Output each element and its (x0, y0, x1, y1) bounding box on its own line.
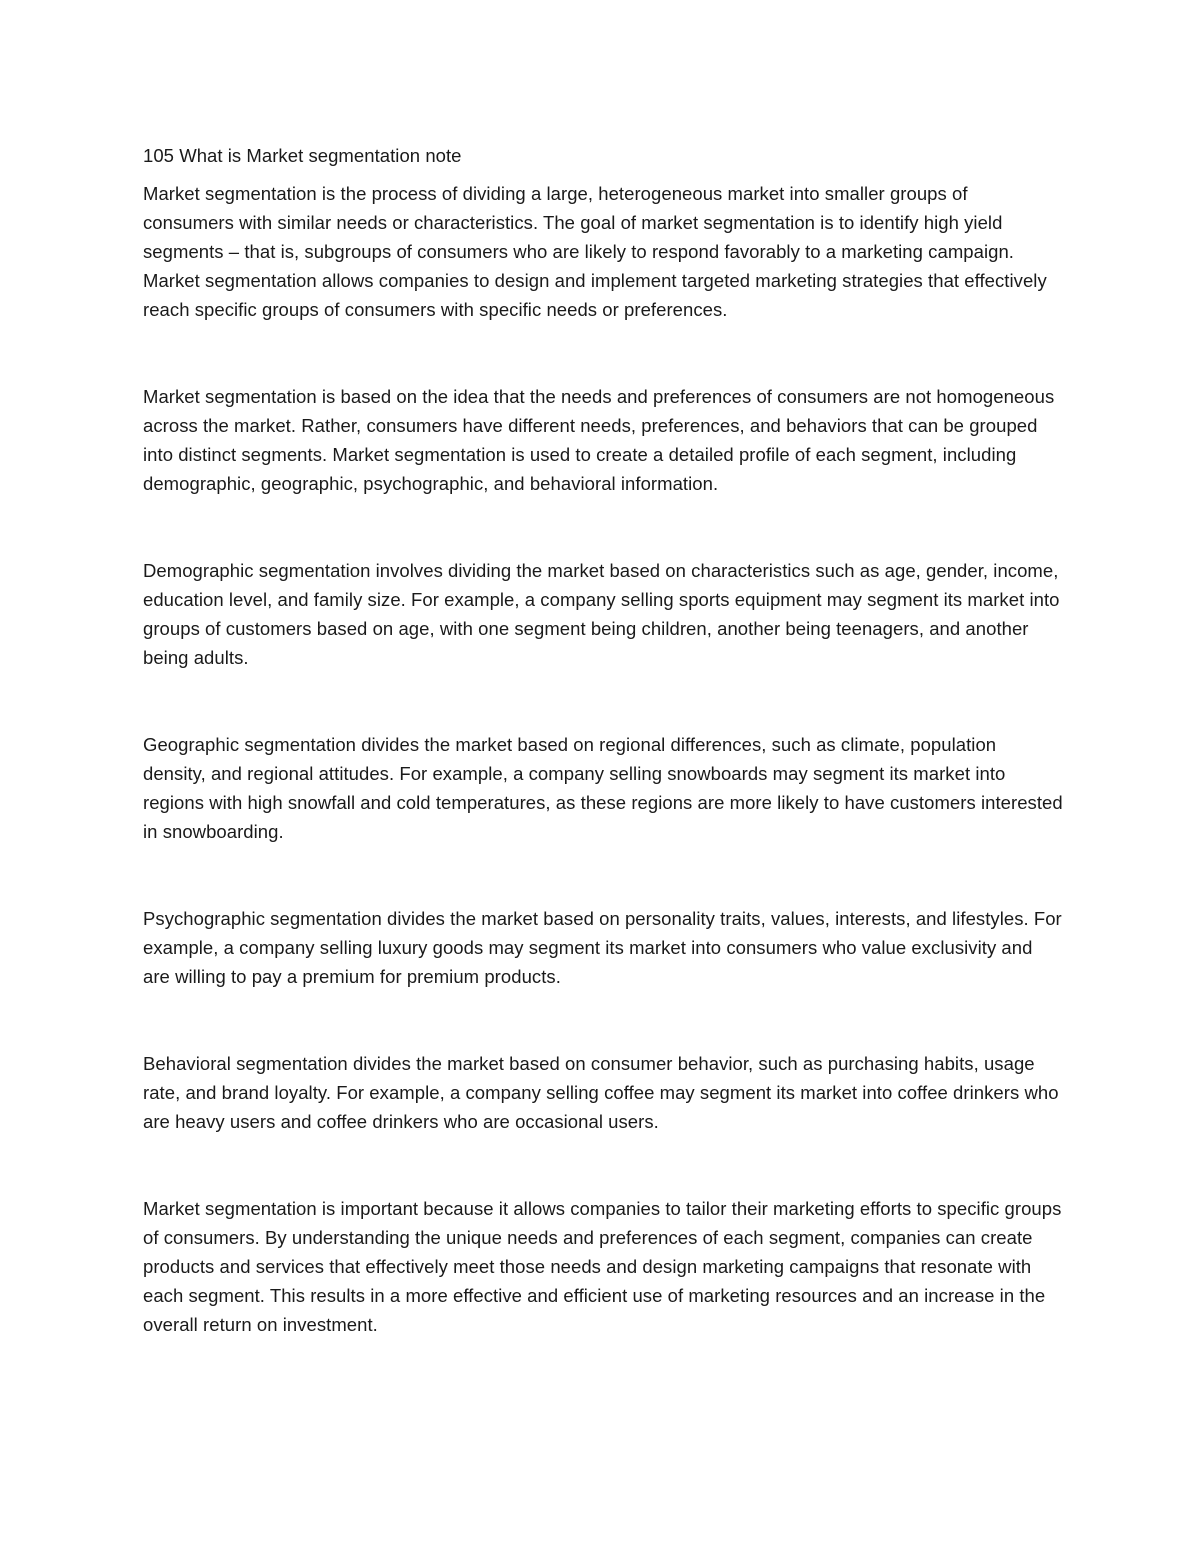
paragraph-demographic: Demographic segmentation involves dividing the market based on characteristics such as age, gender, income, education level, and family size. For example, a company selling sports equipment may segment its market into groups of customers based on age, with one segment being children, another being teenagers, and another being adults. (143, 560, 1060, 668)
paragraph-importance: Market segmentation is important because it allows companies to tailor their marketing efforts to specific groups of consumers. By understanding the unique needs and preferences of each segment, companies can create products and services that effectively meet those needs and design marketing campaigns that resonate with each segment. This results in a more effective and efficient use of marketing resources and an increase in the overall return on investment. (143, 1198, 1062, 1335)
document-title: 105 What is Market segmentation note (143, 145, 462, 166)
paragraph-behavioral: Behavioral segmentation divides the market based on consumer behavior, such as purchasing habits, usage rate, and brand loyalty. For example, a company selling coffee may segment its market into coffee drinkers who are heavy users and coffee drinkers who are occasional users. (143, 1053, 1059, 1132)
paragraph-geographic: Geographic segmentation divides the market based on regional differences, such as climate, population density, and regional attitudes. For example, a company selling snowboards may segment its market into regions with high snowfall and cold temperatures, as these regions are more likely to have customers interested in snowboarding. (143, 734, 1063, 842)
paragraph-basis: Market segmentation is based on the idea that the needs and preferences of consumers are not homogeneous across the market. Rather, consumers have different needs, preferences, and behaviors that can be grouped into distinct segments. Market segmentation is used to create a detailed profile of each segment, including demographic, geographic, psychographic, and behavioral information. (143, 386, 1055, 494)
document-body (143, 141, 1063, 1397)
paragraph-definition: Market segmentation is the process of dividing a large, heterogeneous market into smaller groups of consumers with similar needs or characteristics. The goal of market segmentation is to identify high yield segments – that is, subgroups of consumers who are likely to respond favorably to a marketing campaign. Market segmentation allows companies to design and implement targeted marketing strategies that effectively reach specific groups of consumers with specific needs or preferences. (143, 183, 1047, 320)
paragraph-psychographic: Psychographic segmentation divides the market based on personality traits, values, interests, and lifestyles. For example, a company selling luxury goods may segment its market into consumers who value exclusivity and are willing to pay a premium for premium products. (143, 908, 1062, 987)
